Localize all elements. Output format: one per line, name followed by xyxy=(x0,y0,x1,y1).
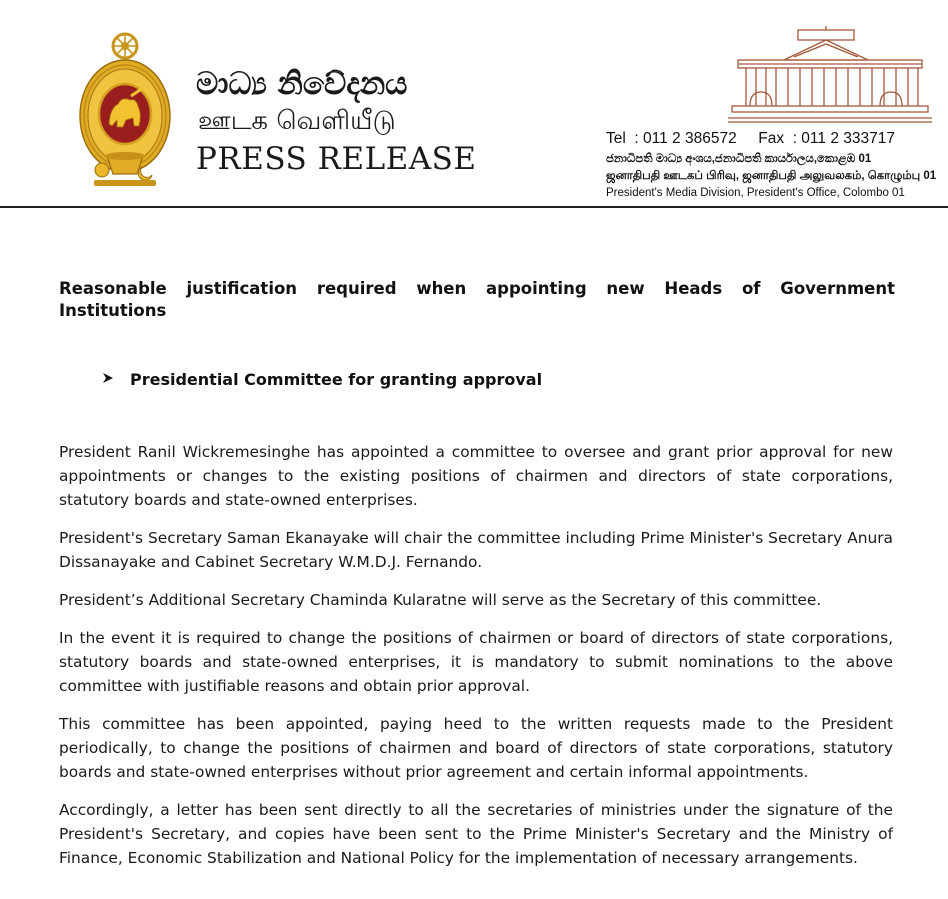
press-release-title xyxy=(196,66,477,176)
header-divider xyxy=(0,206,948,208)
paragraph: President Ranil Wickremesinghe has appointed a committee to oversee and grant prior approval for new appointments or changes to the existing positions of chairmen and directors of state corporations, statutory boards and state-owned enterprises. xyxy=(59,443,893,510)
arrowhead-bullet-icon xyxy=(102,372,130,387)
presidential-secretariat-building-icon xyxy=(728,26,932,126)
paragraph: President’s Additional Secretary Chaminda Kularatne will serve as the Secretary of this committee. xyxy=(59,591,822,610)
contact-tamil: ஜனாதிபதி ஊடகப் பிரிவு, ஜனாதிபதி அலுவலகம், கொழும்பு 01 xyxy=(606,170,937,182)
paragraph: This committee has been appointed, paying heed to the written requests made to the President periodically, to change the positions of chairmen and board of directors of state corporations, statutory boards and state-owned enterprises without prior agreement and certain informal appointments. xyxy=(59,714,893,782)
headline: Reasonable justification required when appointing new Heads of Government Institutions xyxy=(59,279,895,320)
title-tamil: ஊடக வெளியீடு xyxy=(198,106,396,136)
paragraph: Accordingly, a letter has been sent directly to all the secretaries of ministries under the signature of the President's Secretary, and copies have been sent to the Prime Minister's Secretary and the Ministry of Finance, Economic Stabilization and National Policy for the implementation of necessary arrangements. xyxy=(59,800,893,868)
sri-lanka-emblem-icon xyxy=(76,30,174,190)
title-english: PRESS RELEASE xyxy=(196,141,477,177)
contact-info xyxy=(606,130,936,202)
subheading-row xyxy=(102,370,542,389)
title-sinhala: මාධ්‍ය නිවේදනය xyxy=(196,66,408,102)
contact-sinhala: ජනාධිපති මාධ්‍ය අංශය,ජනාධිපති කාර්යාලය,කොළඹ 01 xyxy=(606,153,872,165)
paragraph: President's Secretary Saman Ekanayake will chair the committee including Prime Minister's Secretary Anura Dissanayake and Cabinet Secretary W.M.D.J. Fernando. xyxy=(59,529,893,572)
subheading: Presidential Committee for granting approval xyxy=(130,370,543,389)
contact-english: President's Media Division, President's Office, Colombo 01 xyxy=(606,187,905,199)
paragraph: In the event it is required to change the positions of chairmen or board of directors of state corporations, statutory boards and state-owned enterprises, it is mandatory to submit nominations to the above committee with justifiable reasons and obtain prior approval. xyxy=(59,628,893,696)
article-body xyxy=(59,440,893,884)
contact-phone-fax: Tel : 011 2 386572 Fax : 011 2 333717 xyxy=(606,130,895,147)
